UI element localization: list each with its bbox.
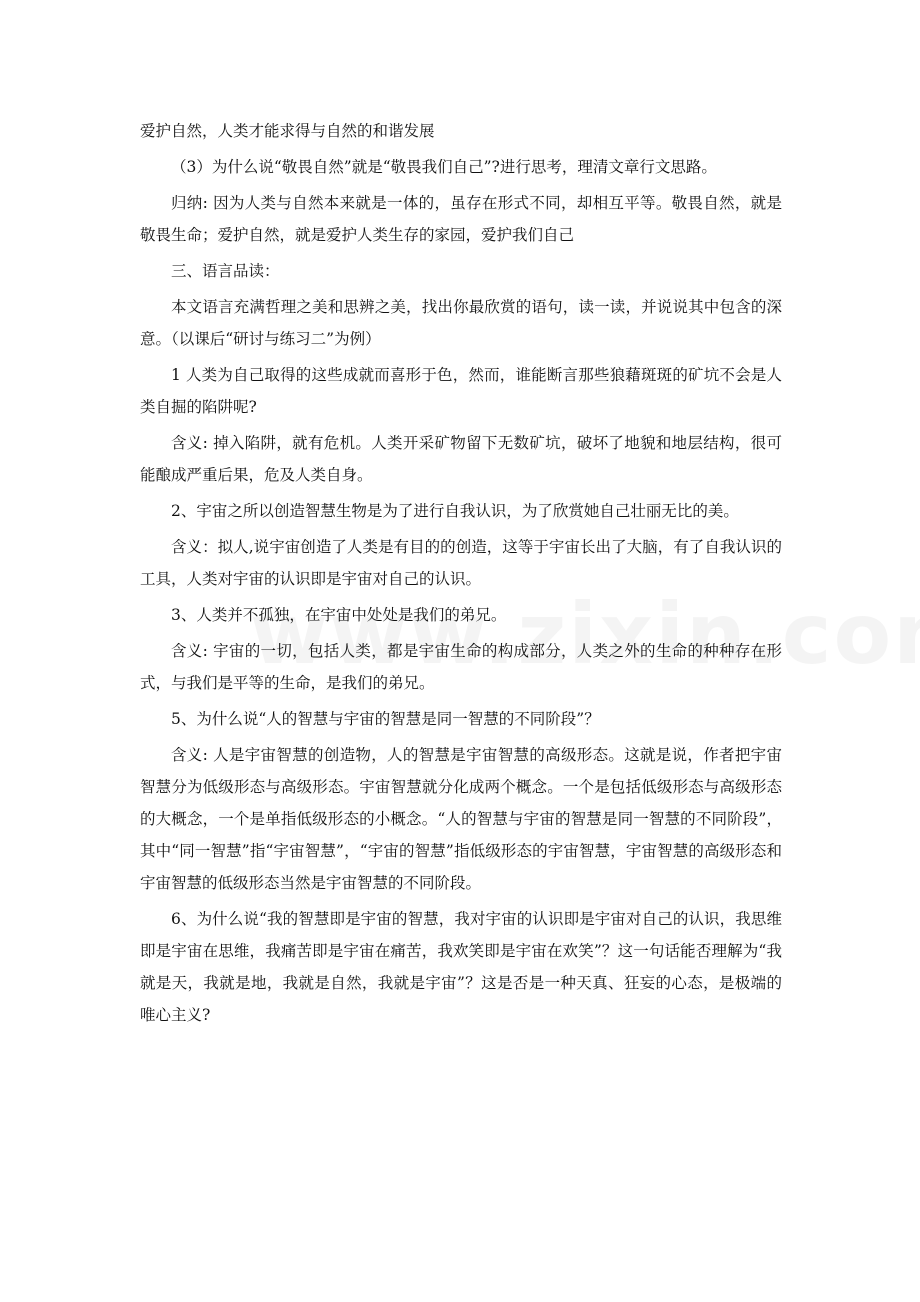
paragraph: 爱护自然，人类才能求得与自然的和谐发展 bbox=[140, 122, 435, 140]
paragraph: 5、为什么说“人的智慧与宇宙的智慧是同一智慧的不同阶段”？ bbox=[171, 710, 600, 728]
paragraph: 3、人类并不孤独，在宇宙中处处是我们的弟兄。 bbox=[171, 606, 507, 624]
paragraph: 含义：拟人,说宇宙创造了人类是有目的的创造，这等于宇宙长出了大脑，有了自我认识的工具，人类对宇宙的认识即是宇宙对自己的认识。 bbox=[140, 538, 782, 588]
paragraph: 含义: 掉入陷阱，就有危机。人类开采矿物留下无数矿坑，破坏了地貌和地层结构，很可能酿成严重后果，危及人类自身。 bbox=[140, 434, 782, 484]
document-body bbox=[140, 115, 782, 1035]
paragraph: 6、为什么说“我的智慧即是宇宙的智慧，我对宇宙的认识即是宇宙对自己的认识，我思维即是宇宙在思维，我痛苦即是宇宙在痛苦，我欢笑即是宇宙在欢笑”？这一句话能否理解为“我就是天，我就是地，我就是自然，我就是宇宙”？这是否是一种天真、狂妄的心态，是极端的唯心主义? bbox=[140, 910, 782, 1024]
paragraph: 1 人类为自己取得的这些成就而喜形于色，然而，谁能断言那些狼藉斑斑的矿坑不会是人类自掘的陷阱呢? bbox=[140, 366, 782, 416]
paragraph: 含义: 宇宙的一切，包括人类，都是宇宙生命的构成部分，人类之外的生命的种种存在形式，与我们是平等的生命，是我们的弟兄。 bbox=[140, 642, 782, 692]
paragraph: 本文语言充满哲理之美和思辨之美，找出你最欣赏的语句，读一读，并说说其中包含的深意。（以课后“研讨与练习二”为例） bbox=[140, 298, 782, 348]
paragraph: 含义: 人是宇宙智慧的创造物，人的智慧是宇宙智慧的高级形态。这就是说，作者把宇宙智慧分为低级形态与高级形态。宇宙智慧就分化成两个概念。一个是包括低级形态与高级形态的大概念，一个是单指低级形态的小概念。“人的智慧与宇宙的智慧是同一智慧的不同阶段”，其中“同一智慧”指“宇宙智慧”，“宇宙的智慧”指低级形态的宇宙智慧，宇宙智慧的高级形态和宇宙智慧的低级形态当然是宇宙智慧的不同阶段。 bbox=[140, 746, 782, 892]
paragraph: 归纳: 因为人类与自然本来就是一体的，虽存在形式不同，却相互平等。敬畏自然，就是敬畏生命；爱护自然，就是爱护人类生存的家园，爱护我们自己 bbox=[140, 194, 782, 244]
section-heading: 三、语言品读： bbox=[171, 262, 280, 280]
paragraph: 2、宇宙之所以创造智慧生物是为了进行自我认识，为了欣赏她自己壮丽无比的美。 bbox=[171, 502, 739, 520]
paragraph: （3）为什么说“敬畏自然”就是“敬畏我们自己”?进行思考，理清文章行文思路。 bbox=[171, 158, 717, 176]
